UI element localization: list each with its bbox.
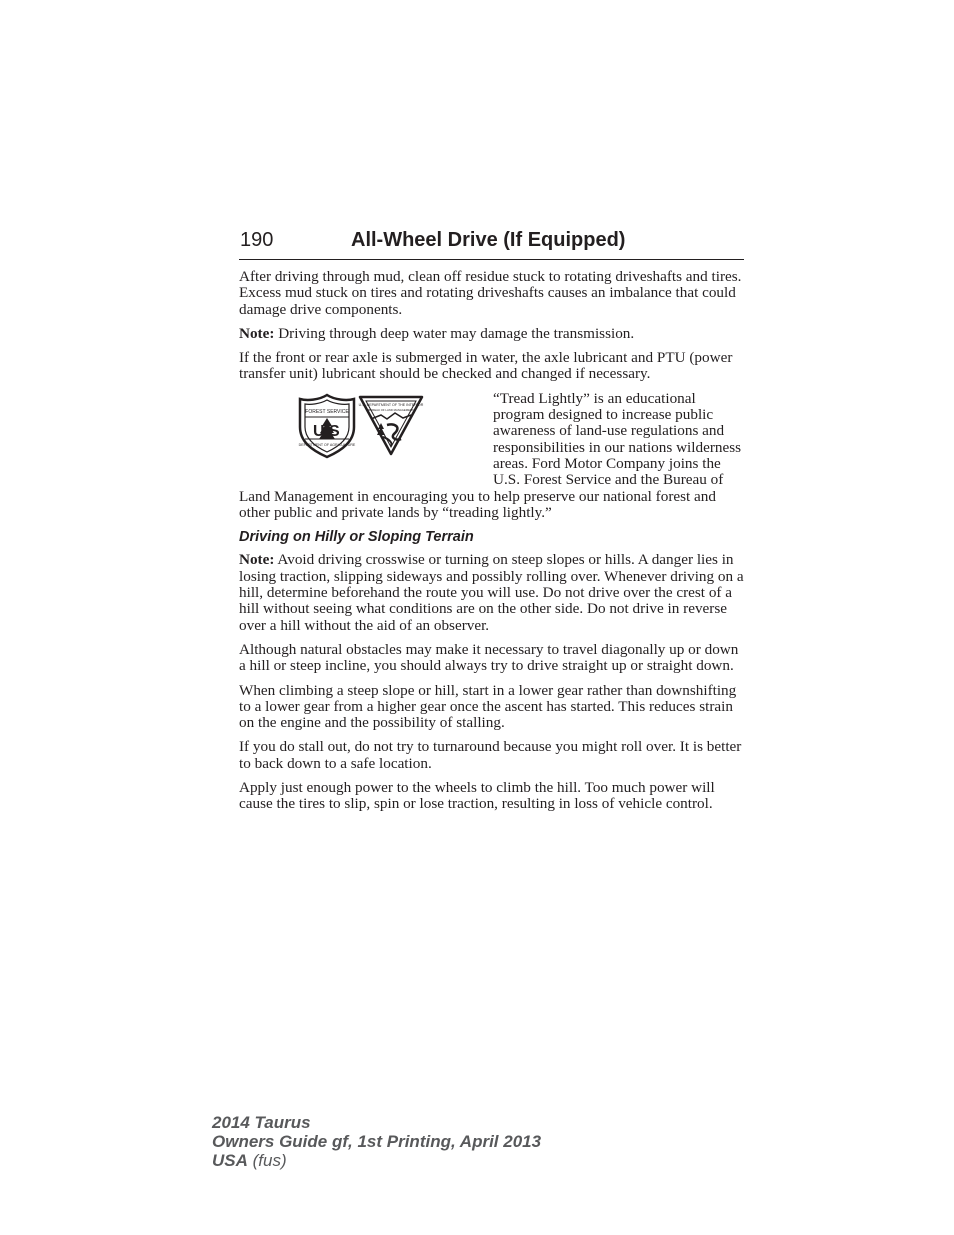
note-deep-water: [239, 326, 745, 342]
note-label: Note:: [239, 551, 275, 569]
blm-subtext: BUREAU OF LAND MANAGEMENT: [368, 407, 414, 412]
section-title: All-Wheel Drive (If Equipped): [351, 229, 626, 251]
paragraph-stall: If you do stall out, do not try to turnaround because you might roll over. It is better to back down to a safe location.: [239, 738, 742, 772]
forest-service-text: FOREST SERVICE: [305, 408, 349, 415]
paragraph-obstacles: Although natural obstacles may make it necessary to travel diagonally up or down a hill or steep incline, you should always try to drive straight up or straight down.: [239, 640, 739, 675]
forest-service-bottom-text: DEPARTMENT OF AGRICULTURE: [298, 442, 356, 447]
note-slopes: [239, 552, 745, 633]
tread-lightly-logos: [239, 393, 483, 483]
note-text: Avoid driving crosswise or turning on steep slopes or hills. A danger lies in losing traction, slipping sideways and possibly rolling over. Whenever driving on a hill, determine beforehand the route you will use. Do not drive over the crest of a hill without seeing what conditions are on the other side. Do not drive in reverse over a hill without the aid of an observer.: [239, 551, 744, 634]
forest-service-shield-icon: [297, 393, 357, 459]
paragraph-mud: After driving through mud, clean off residue stuck to rotating driveshafts and tires. Excess mud stuck on tires and rotating driveshafts causes an imbalance that could damage drive components.: [239, 268, 742, 318]
blm-triangle-icon: [357, 393, 425, 457]
footer-guide: Owners Guide gf, 1st Printing, April 2013: [212, 1132, 542, 1151]
page-number: 190: [240, 229, 274, 251]
paragraph-axle: If the front or rear axle is submerged in water, the axle lubricant and PTU (power transfer unit) lubricant should be checked and changed if necessary.: [239, 349, 733, 383]
page-footer: [212, 1113, 541, 1170]
paragraph-climbing: When climbing a steep slope or hill, start in a lower gear rather than downshifting to a lower gear from a higher gear once the ascent has started. This reduces strain on the engine and the possibility of stalling.: [239, 681, 737, 732]
main-content: [239, 269, 745, 821]
paragraph-tread-lightly: “Tread Lightly” is an educational program designed to increase public awareness of land-use regulations and responsibilities in our nations wilderness areas. Ford Motor Company joins the U.S. Forest Service and the Bureau of Land Management in encouraging you to help preserve our national forest and other public and private lands by “treading lightly.”: [239, 389, 742, 521]
note-text: Driving through deep water may damage the transmission.: [274, 324, 635, 342]
note-label: Note:: [239, 324, 275, 342]
page-header: [239, 229, 744, 260]
footer-region: [212, 1151, 541, 1170]
blm-text: U.S. DEPARTMENT OF THE INTERIOR: [358, 402, 424, 407]
footer-region-code: USA: [212, 1151, 248, 1170]
forest-service-letters: U S: [313, 422, 340, 440]
footer-model: 2014 Taurus: [212, 1113, 311, 1132]
paragraph-power: Apply just enough power to the wheels to climb the hill. Too much power will cause the tires to slip, spin or lose traction, resulting in loss of vehicle control.: [239, 779, 715, 813]
subheading-hilly-terrain: Driving on Hilly or Sloping Terrain: [239, 529, 474, 546]
footer-region-suffix: (fus): [247, 1151, 287, 1170]
